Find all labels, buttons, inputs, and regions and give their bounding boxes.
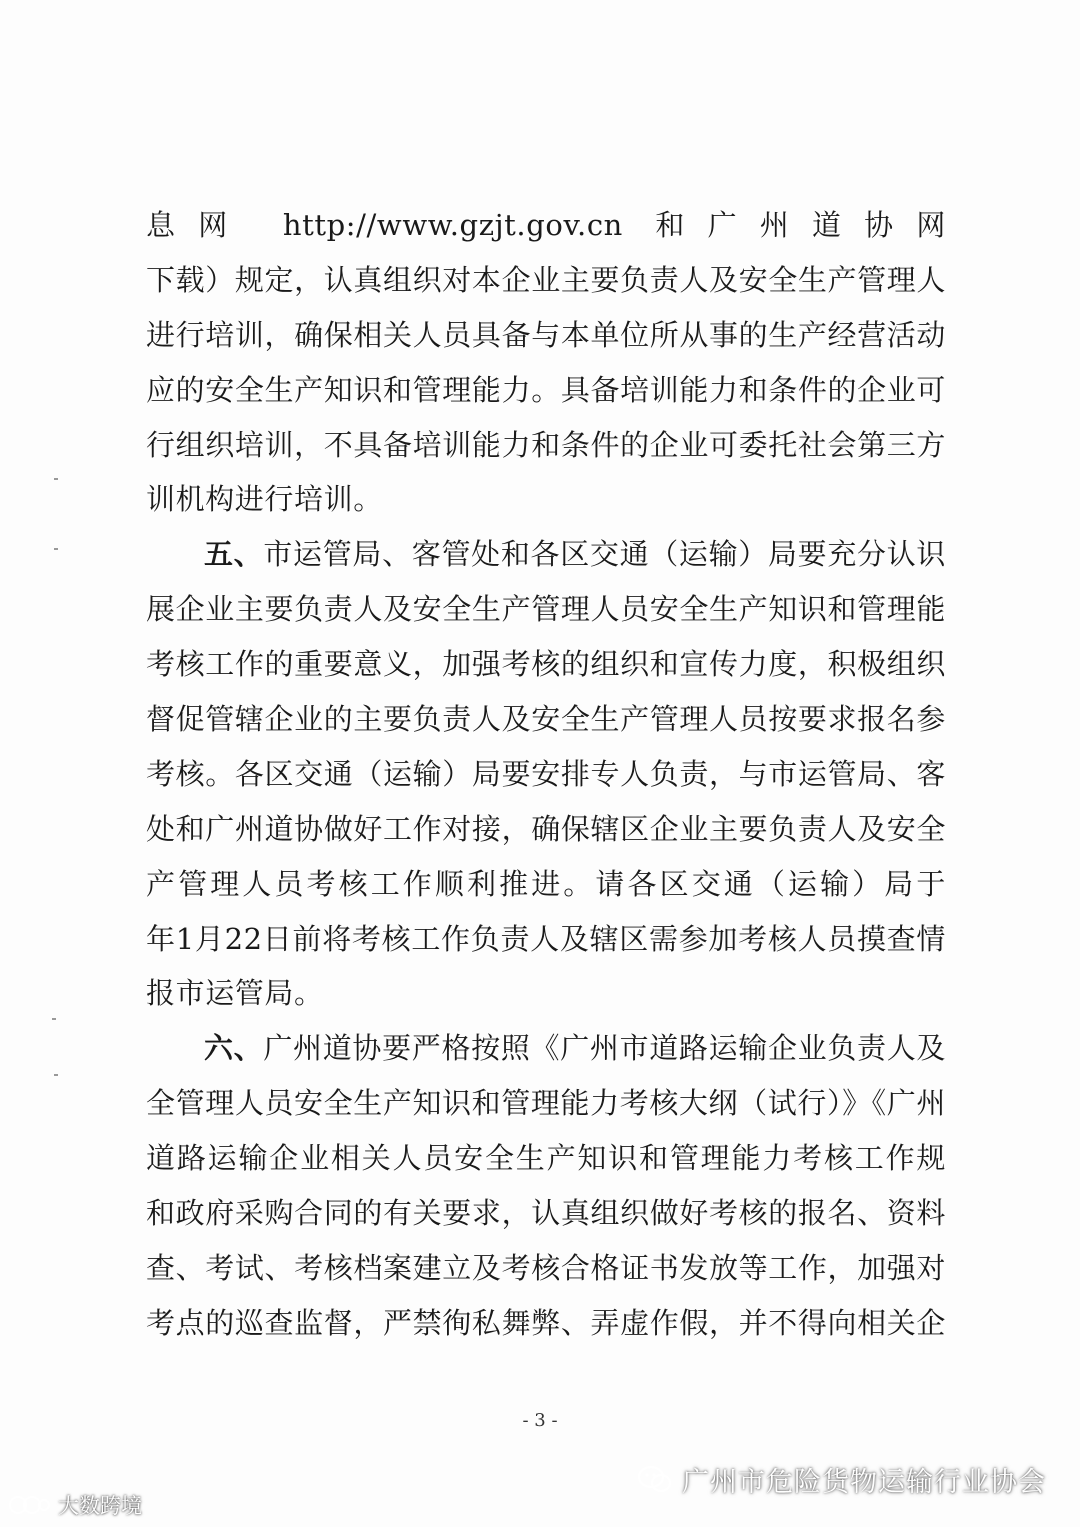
margin-mark	[54, 1074, 58, 1076]
line-text: 考核。各区交通（运输）局要安排专人负责，与市运管局、客	[146, 756, 946, 791]
line-text: 应的安全生产知识和管理能力。具备培训能力和条件的企业可	[146, 372, 946, 407]
text-line	[146, 527, 946, 582]
text-line	[146, 1241, 946, 1296]
line-text: 市运管局、客管处和各区交通（运输）局要充分认识	[263, 537, 946, 572]
watermark-brand	[8, 1490, 142, 1520]
line-text: 督促管辖企业的主要负责人及安全生产管理人员按要求报名参	[146, 702, 946, 737]
document-body	[146, 198, 946, 1351]
text-line	[146, 582, 946, 637]
margin-mark	[54, 548, 58, 550]
text-line	[146, 637, 946, 692]
line-text: 道路运输企业相关人员安全生产知识和管理能力考核工作规	[146, 1141, 946, 1176]
text-line	[146, 966, 946, 1021]
line-text: 全管理人员安全生产知识和管理能力考核大纲（试行）》《广州	[146, 1086, 946, 1121]
section-number: 五、	[204, 537, 264, 572]
line-text: 产管理人员考核工作顺利推进。请各区交通（运输）局于	[146, 866, 946, 901]
line-text: 考点的巡查监督，严禁徇私舞弊、弄虚作假，并不得向相关企	[146, 1305, 946, 1340]
line-text: 下载）规定，认真组织对本企业主要负责人及安全生产管理人	[146, 262, 946, 297]
text-line	[146, 198, 946, 253]
text-line	[146, 802, 946, 857]
margin-mark	[52, 1018, 56, 1020]
text-line	[146, 1296, 946, 1351]
text-line	[146, 857, 946, 912]
margin-mark	[54, 478, 58, 480]
watermark-association	[638, 1460, 1046, 1499]
watermark-association-text: 广州市危险货物运输行业协会	[682, 1467, 1046, 1498]
text-line	[146, 1021, 946, 1076]
page-number: - 3 -	[522, 1410, 558, 1431]
text-line	[146, 912, 946, 967]
line-text: 广州道协要严格按照《广州市道路运输企业负责人及	[263, 1031, 946, 1066]
line-text: 和政府采购合同的有关要求，认真组织做好考核的报名、资料	[146, 1196, 946, 1231]
text-line	[146, 692, 946, 747]
line-text: 查、考试、考核档案建立及考核合格证书发放等工作，加强对	[146, 1250, 946, 1285]
line-text: 年1月22日前将考核工作负责人及辖区需参加考核人员摸查情	[146, 921, 946, 956]
text-line	[146, 418, 946, 473]
line-text: 处和广州道协做好工作对接，确保辖区企业主要负责人及安全	[146, 811, 946, 846]
text-line	[146, 747, 946, 802]
line-text: 进行培训，确保相关人员具备与本单位所从事的生产经营活动	[146, 317, 946, 352]
section-number: 六、	[204, 1031, 264, 1066]
line-text: 息网 http://www.gzjt.gov.cn 和广州道协网	[146, 208, 946, 242]
text-line	[146, 1131, 946, 1186]
text-line	[146, 472, 946, 527]
line-text: 报市运管局。	[146, 976, 324, 1011]
line-text: 考核工作的重要意义，加强考核的组织和宣传力度，积极组织	[146, 647, 946, 682]
text-line	[146, 363, 946, 418]
line-text: 行组织培训，不具备培训能力和条件的企业可委托社会第三方	[146, 427, 946, 462]
text-line	[146, 1076, 946, 1131]
line-text: 展企业主要负责人及安全生产管理人员安全生产知识和管理能	[146, 592, 946, 627]
watermark-brand-text: 大数跨境	[58, 1494, 142, 1518]
text-line	[146, 253, 946, 308]
text-line	[146, 1186, 946, 1241]
text-line	[146, 308, 946, 363]
logo-icon	[8, 1494, 52, 1516]
line-text: 训机构进行培训。	[146, 482, 383, 517]
wechat-icon	[638, 1465, 672, 1495]
